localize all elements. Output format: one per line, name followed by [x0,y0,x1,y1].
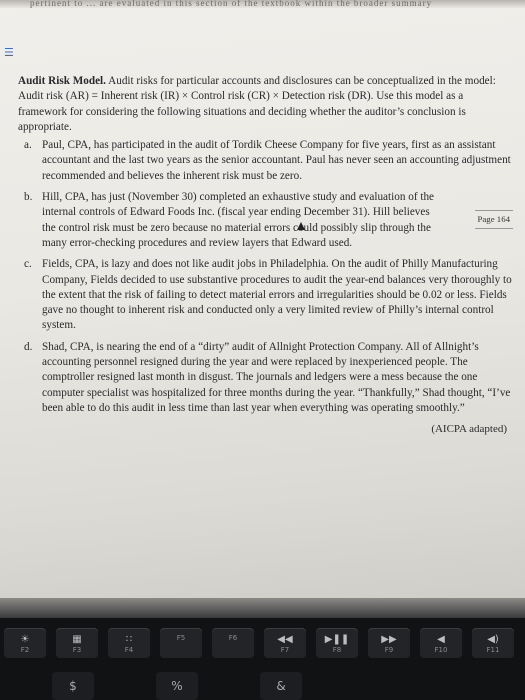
key-f3[interactable] [56,628,98,658]
item-text-wrapper [42,190,513,251]
screen-bezel [0,598,525,618]
source-credit: (AICPA adapted) [431,423,507,436]
mission-control-icon: ▦ [72,634,82,645]
key-label: F11 [486,646,500,654]
function-key-row [0,628,525,664]
item-letter: d. [24,340,33,353]
key-f2[interactable] [4,628,46,658]
key-label: F3 [72,646,82,654]
cut-off-text: pertinent to ... are evaluated in this section of the textbook within the broader summary [30,0,433,8]
key-symbol[interactable]: % [156,672,198,700]
problem-block [18,74,513,438]
mute-icon: ◀ [437,634,445,645]
play-pause-icon: ▶❚❚ [324,634,350,645]
volume-down-icon: ◀) [487,634,499,645]
key-f8[interactable] [316,628,358,658]
key-label: F6 [228,634,238,642]
key-label: F10 [434,646,448,654]
key-label: F7 [280,646,290,654]
list-item-d [18,340,513,416]
key-label: F9 [384,646,394,654]
laptop-keyboard [0,618,525,700]
key-f9[interactable] [368,628,410,658]
rewind-icon: ◀◀ [277,634,293,645]
list-item-a [18,138,513,184]
list-item-c [18,257,513,333]
item-letter: b. [24,191,33,204]
key-f10[interactable] [420,628,462,658]
key-f4[interactable] [108,628,150,658]
key-label: F2 [20,646,30,654]
key-label: F8 [332,646,342,654]
item-text: Paul, CPA, has participated in the audit of Tordik Cheese Company for five years, first as an assistant accountant and the last two years as the senior accountant. Paul has never seen an accounting adjustment recommended and believes the inherent risk must be zero. [42,139,511,182]
launchpad-icon: ∷ [125,634,133,645]
fast-forward-icon: ▶▶ [381,634,397,645]
item-text: Fields, CPA, is lazy and does not like audit jobs in Philadelphia. On the audit of Philly Manufacturing Company, Fields decided to use substantive procedures to audit the year-end balances very thoroughly to the extent that the risk of failing to detect material errors and irregularities should be 0.02 or less. Fields gave no thought to inherent risk and conducted only a very limited review of Philly’s internal control system. [42,258,512,332]
key-label: F5 [176,634,186,642]
problem-title: Audit Risk Model. [18,75,106,87]
item-letter: a. [24,139,32,152]
problem-intro [18,74,513,135]
item-text: Shad, CPA, is nearing the end of a “dirty” audit of Allnight Protection Company. All of Allnight’s accounting personnel resigned during the year and were replaced by inexperienced people. The comptroller resigned last month in disgust. The journals and ledgers were a mess because the one computer specialist was hospitalized for three months during the year. “Thankfully,” Shad thought, “I’ve been able to do this audit in less time than last year when everything was operating smoothly.” [42,340,511,414]
mouse-cursor-icon [297,222,305,230]
item-text: Hill, CPA, has just (November 30) completed an exhaustive study and evaluation of the internal controls of Edward Foods Inc. (fiscal year ending December 31). Hill believes the control risk must be zero because no material errors could possibly slip through the many error-checking procedures and review layers that Edward used. [42,191,435,249]
key-f11[interactable] [472,628,514,658]
margin-mark-icon: ☰ [4,46,14,59]
number-key-row [0,672,525,700]
brightness-up-icon: ☀ [20,634,30,645]
key-label: F4 [124,646,134,654]
key-symbol[interactable]: & [260,672,302,700]
list-item-b [18,190,513,251]
key-f5[interactable] [160,628,202,658]
page-reference: Page 164 [475,210,514,229]
key-f7[interactable] [264,628,306,658]
problem-intro-text: Audit risks for particular accounts and disclosures can be conceptualized in the model: Audit risk (AR) = Inherent risk (IR) × Control risk (CR) × Detection risk (DR). Use this model as a framework for considering the following situations and deciding whether the auditor’s conclusion is appropriate. [18,75,496,133]
item-letter: c. [24,258,32,271]
key-f6[interactable] [212,628,254,658]
key-symbol[interactable]: $ [52,672,94,700]
page-top-edge [0,0,525,8]
